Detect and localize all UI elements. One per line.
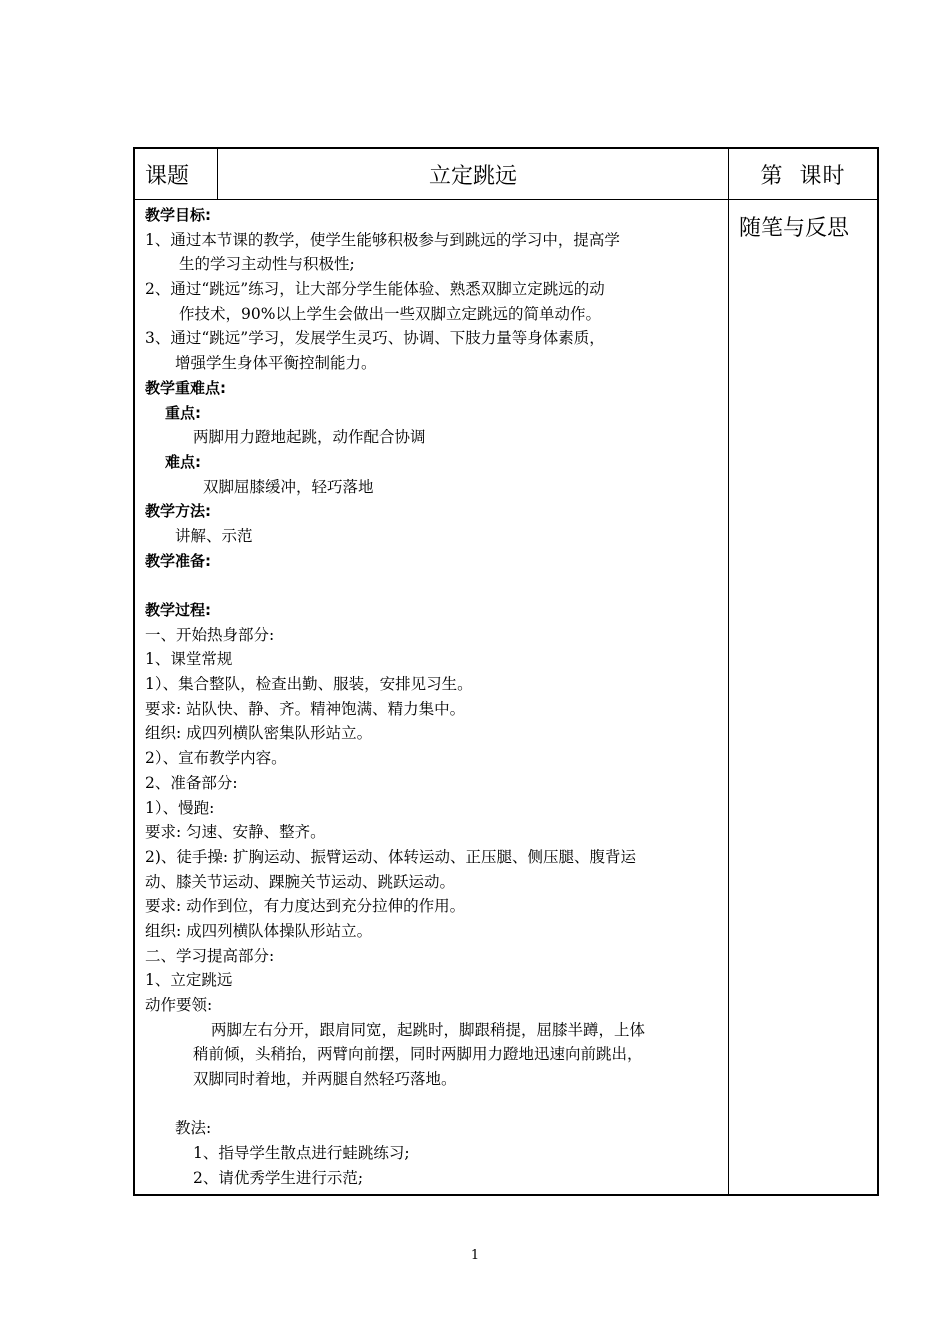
divider [135,199,877,200]
period-label: 第 课时 [760,163,846,189]
process-line: 一、开始热身部分: [145,625,275,644]
page-number: 1 [470,1248,480,1263]
objective-line: 3、通过“跳远”学习，发展学生灵巧、协调、下肢力量等身体素质， [145,329,605,348]
process-line: 教法: [175,1119,212,1138]
process-line: 组织: 成四列横队密集队形站立。 [145,724,373,743]
process-line: 稍前倾，头稍抬，两臂向前摆，同时两脚用力蹬地迅速向前跳出， [193,1045,643,1064]
lesson-plan-table [133,147,879,1196]
process-line: 2、请优秀学生进行示范; [193,1168,364,1187]
process-line: 动、膝关节运动、踝腕关节运动、跳跃运动。 [145,872,456,891]
method-heading: 教学方法: [145,502,211,521]
objective-line: 1、通过本节课的教学，使学生能够积极参与到跳远的学习中，提高学 [145,230,620,249]
process-line: 组织: 成四列横队体操队形站立。 [145,921,373,940]
objective-line: 生的学习主动性与积极性; [179,255,355,274]
process-line: 2)、徒手操: 扩胸运动、振臂运动、体转运动、正压腿、侧压腿、腹背运 [145,847,637,866]
process-line: 要求: 匀速、安静、整齐。 [145,823,326,842]
process-line: 要求: 动作到位，有力度达到充分拉伸的作用。 [145,897,466,916]
objective-line: 2、通过“跳远”练习，让大部分学生能体验、熟悉双脚立定跳远的动 [145,280,605,299]
process-line: 二、学习提高部分: [145,946,275,965]
process-heading: 教学过程: [145,601,211,619]
process-line: 1、课堂常规 [145,650,233,669]
divider [728,149,729,1194]
key-text: 两脚用力蹬地起跳，动作配合协调 [193,428,426,447]
difficulty-text: 双脚屈膝缓冲，轻巧落地 [203,477,374,496]
divider [217,149,218,199]
process-line: 2、准备部分: [145,773,238,792]
difficulty-label: 难点: [165,452,201,471]
reflection-heading: 随笔与反思 [739,216,850,241]
title-label: 课题 [145,163,190,189]
process-line: 1、指导学生散点进行蛙跳练习; [193,1144,410,1163]
method-text: 讲解、示范 [175,526,253,545]
process-line: 要求: 站队快、静、齐。精神饱满、精力集中。 [145,699,466,718]
process-line: 1）、慢跑: [145,798,215,817]
lesson-title: 立定跳远 [428,163,517,189]
keypoints-heading: 教学重难点: [145,378,226,397]
key-label: 重点: [165,403,201,422]
process-line: 动作要领: [145,996,213,1014]
objectives-heading: 教学目标: [145,206,211,224]
process-line: 2）、宣布教学内容。 [145,749,287,768]
objective-line: 增强学生身体平衡控制能力。 [175,354,377,373]
objective-line: 作技术，90%以上学生会做出一些双脚立定跳远的简单动作。 [179,304,601,323]
process-line: 两脚左右分开，跟肩同宽，起跳时，脚跟稍提，屈膝半蹲，上体 [211,1020,646,1039]
process-line: 1）、集合整队，检查出勤、服装，安排见习生。 [145,675,473,694]
lesson-content [145,203,721,1191]
process-line: 1、立定跳远 [145,971,233,990]
process-line: 双脚同时着地，并两腿自然轻巧落地。 [193,1070,457,1089]
prep-heading: 教学准备: [145,551,211,570]
